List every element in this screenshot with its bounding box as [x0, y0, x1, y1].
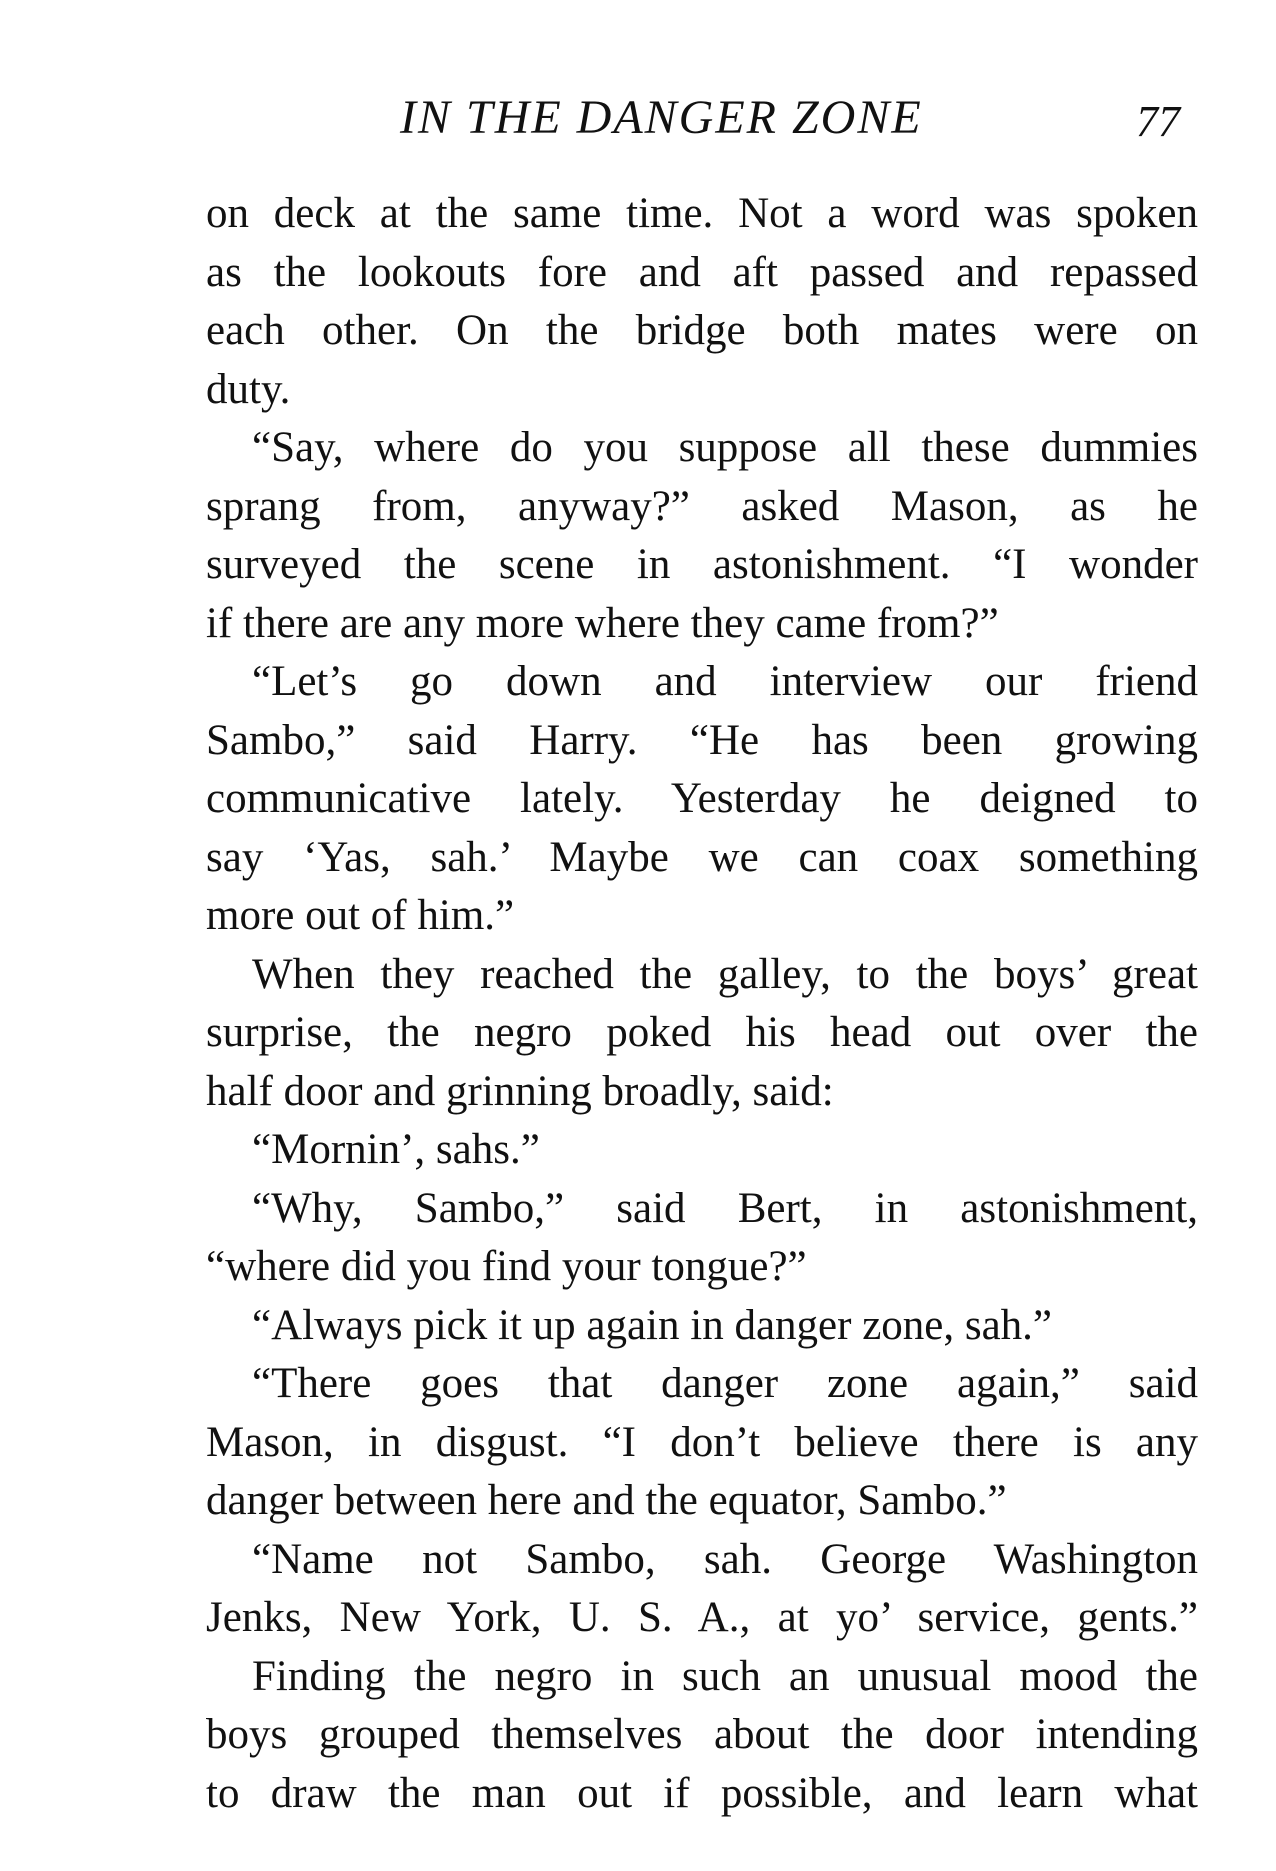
text-line: Sambo,” said Harry. “He has been growing: [206, 716, 1198, 764]
text-line: each other. On the bridge both mates were on: [206, 307, 1198, 354]
text-line: danger between here and the equator, Sambo.”: [206, 1477, 1007, 1524]
text-line: to draw the man out if possible, and learn what: [206, 1769, 1198, 1817]
text-line: “where did you find your tongue?”: [206, 1243, 807, 1290]
text-line: half door and grinning broadly, said:: [206, 1067, 834, 1115]
running-head: [0, 88, 1276, 148]
text-line: on deck at the same time. Not a word was spoken: [206, 190, 1198, 237]
text-line: “Mornin’, sahs.”: [252, 1126, 540, 1173]
text-line: sprang from, anyway?” asked Mason, as he: [206, 482, 1198, 530]
text-line: duty.: [206, 365, 291, 413]
text-line: communicative lately. Yesterday he deigned to: [206, 775, 1198, 822]
text-line: Jenks, New York, U. S. A., at yo’ service, gents.”: [206, 1594, 1198, 1641]
text-line: say ‘Yas, sah.’ Maybe we can coax something: [206, 833, 1198, 881]
text-line: “Why, Sambo,” said Bert, in astonishment,: [252, 1184, 1198, 1232]
text-line: more out of him.”: [206, 892, 515, 939]
text-line: “Name not Sambo, sah. George Washington: [252, 1535, 1198, 1583]
text-line: When they reached the galley, to the boys’ great: [252, 950, 1198, 998]
text-line: “Say, where do you suppose all these dummies: [252, 424, 1198, 471]
text-line: surprise, the negro poked his head out over the: [206, 1009, 1198, 1056]
text-line: as the lookouts fore and aft passed and repassed: [206, 248, 1198, 296]
text-line: Mason, in disgust. “I don’t believe there is any: [206, 1418, 1198, 1466]
body-text: [206, 185, 1198, 1823]
text-line: “Always pick it up again in danger zone, sah.”: [252, 1301, 1053, 1349]
text-line: “There goes that danger zone again,” said: [252, 1360, 1198, 1407]
text-line: boys grouped themselves about the door intending: [206, 1711, 1198, 1758]
text-line: “Let’s go down and interview our friend: [252, 658, 1198, 705]
running-title: IN THE DANGER ZONE: [400, 91, 923, 144]
page-number: 77: [1136, 97, 1180, 146]
text-line: surveyed the scene in astonishment. “I wonder: [206, 541, 1198, 588]
text-line: if there are any more where they came from?”: [206, 599, 999, 647]
text-line: Finding the negro in such an unusual mood the: [252, 1652, 1198, 1700]
